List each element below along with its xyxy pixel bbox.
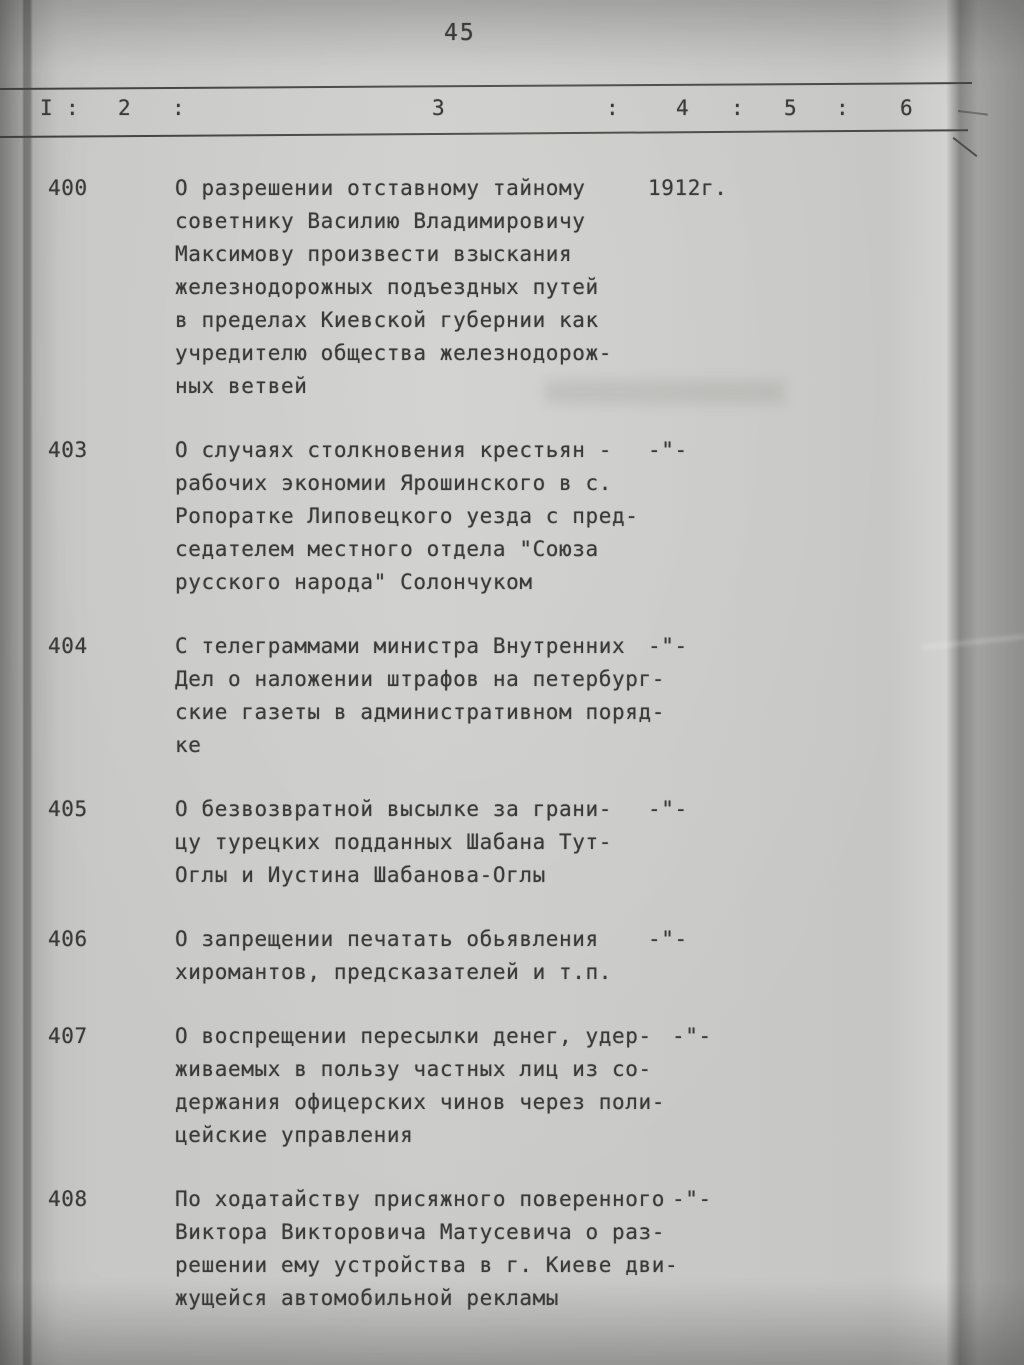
entry-text-line: С телеграммами министра Внутренних <box>175 634 626 658</box>
table-header-rule <box>0 129 968 138</box>
entry-text-line: в пределах Киевской губернии как <box>175 308 599 332</box>
column-separator: : <box>836 96 849 120</box>
page-number: 45 <box>444 20 476 46</box>
entry-number: 405 <box>48 797 88 821</box>
entry-text-line: Оглы и Иустина Шабанова-Оглы <box>175 863 546 887</box>
entry-text-line: цу турецких подданных Шабана Тут- <box>175 830 613 854</box>
entries-list <box>0 172 1024 1346</box>
entry-text-line: О разрешении отставному тайному <box>175 176 586 200</box>
entry-text-line: железнодорожных подъездных путей <box>175 275 599 299</box>
column-header: 4 <box>676 96 689 120</box>
column-header: 5 <box>784 96 797 120</box>
entry-text-line: Виктора Викторовича Матусевича о раз- <box>175 1220 665 1244</box>
entry-text-line: О безвозвратной высылке за грани- <box>175 797 613 821</box>
column-separator: : <box>172 96 185 120</box>
entry-date: -"- <box>672 1187 712 1211</box>
entry-description <box>175 434 685 599</box>
entry-number: 407 <box>48 1024 88 1048</box>
entry-number: 406 <box>48 927 88 951</box>
entry-text-line: седателем местного отдела "Союза <box>175 537 599 561</box>
entry-number: 403 <box>48 438 88 462</box>
entry-text-line: хиромантов, предсказателей и т.п. <box>175 960 613 984</box>
entry-text-line: Ропоратке Липовецкого уезда с пред- <box>175 504 639 528</box>
column-header: 2 <box>118 96 131 120</box>
entry-text-line: ские газеты в административном поряд- <box>175 700 665 724</box>
entry-description <box>175 172 685 403</box>
entry-text-line: цейские управления <box>175 1123 414 1147</box>
entry-description <box>175 1183 685 1315</box>
entry-text-line: Дел о наложении штрафов на петербург- <box>175 667 665 691</box>
entry-number: 408 <box>48 1187 88 1211</box>
entry-text-line: советнику Василию Владимировичу <box>175 209 586 233</box>
entry-text-line: Максимову произвести взыскания <box>175 242 573 266</box>
entry-text-line: О запрещении печатать обьявления <box>175 927 599 951</box>
column-separator: : <box>731 96 744 120</box>
entry-text-line: По ходатайству присяжного поверенного <box>175 1187 665 1211</box>
entry-number: 400 <box>48 176 88 200</box>
entry-description <box>175 1020 685 1152</box>
entry-text-line: держания офицерских чинов через поли- <box>175 1090 665 1114</box>
entry-text-line: учредителю общества железнодорож- <box>175 341 613 365</box>
entry-date: -"- <box>648 927 688 951</box>
entry-number: 404 <box>48 634 88 658</box>
register-entry <box>0 630 1024 762</box>
column-header: 6 <box>900 96 913 120</box>
entry-text-line: решении ему устройства в г. Киеве дви- <box>175 1253 679 1277</box>
entry-date: 1912г. <box>648 176 728 200</box>
entry-text-line: рабочих экономии Ярошинского в с. <box>175 471 613 495</box>
entry-description <box>175 793 685 892</box>
register-entry <box>0 793 1024 892</box>
register-entry <box>0 172 1024 403</box>
entry-date: -"- <box>648 634 688 658</box>
column-separator: : <box>606 96 619 120</box>
entry-text-line: О случаях столкновения крестьян - <box>175 438 613 462</box>
column-header: 3 <box>432 96 445 120</box>
entry-description <box>175 923 685 989</box>
column-header: I <box>40 96 53 120</box>
register-entry <box>0 1020 1024 1152</box>
register-entry <box>0 923 1024 989</box>
register-entry <box>0 434 1024 599</box>
entry-text-line: ных ветвей <box>175 374 308 398</box>
column-separator: : <box>66 96 79 120</box>
entry-date: -"- <box>648 438 688 462</box>
table-header <box>0 96 1000 128</box>
register-entry <box>0 1183 1024 1315</box>
entry-text-line: О воспрещении пересылки денег, удер- <box>175 1024 652 1048</box>
table-top-rule <box>0 82 972 90</box>
entry-text-line: русского народа" Солончуком <box>175 570 533 594</box>
entry-date: -"- <box>672 1024 712 1048</box>
entry-text-line: жущейся автомобильной рекламы <box>175 1286 560 1310</box>
entry-text-line: живаемых в пользу частных лиц из со- <box>175 1057 652 1081</box>
ink-bleed-smudge <box>545 380 785 404</box>
pen-tick-mark <box>953 137 978 157</box>
entry-text-line: ке <box>175 733 202 757</box>
entry-description <box>175 630 685 762</box>
entry-date: -"- <box>648 797 688 821</box>
